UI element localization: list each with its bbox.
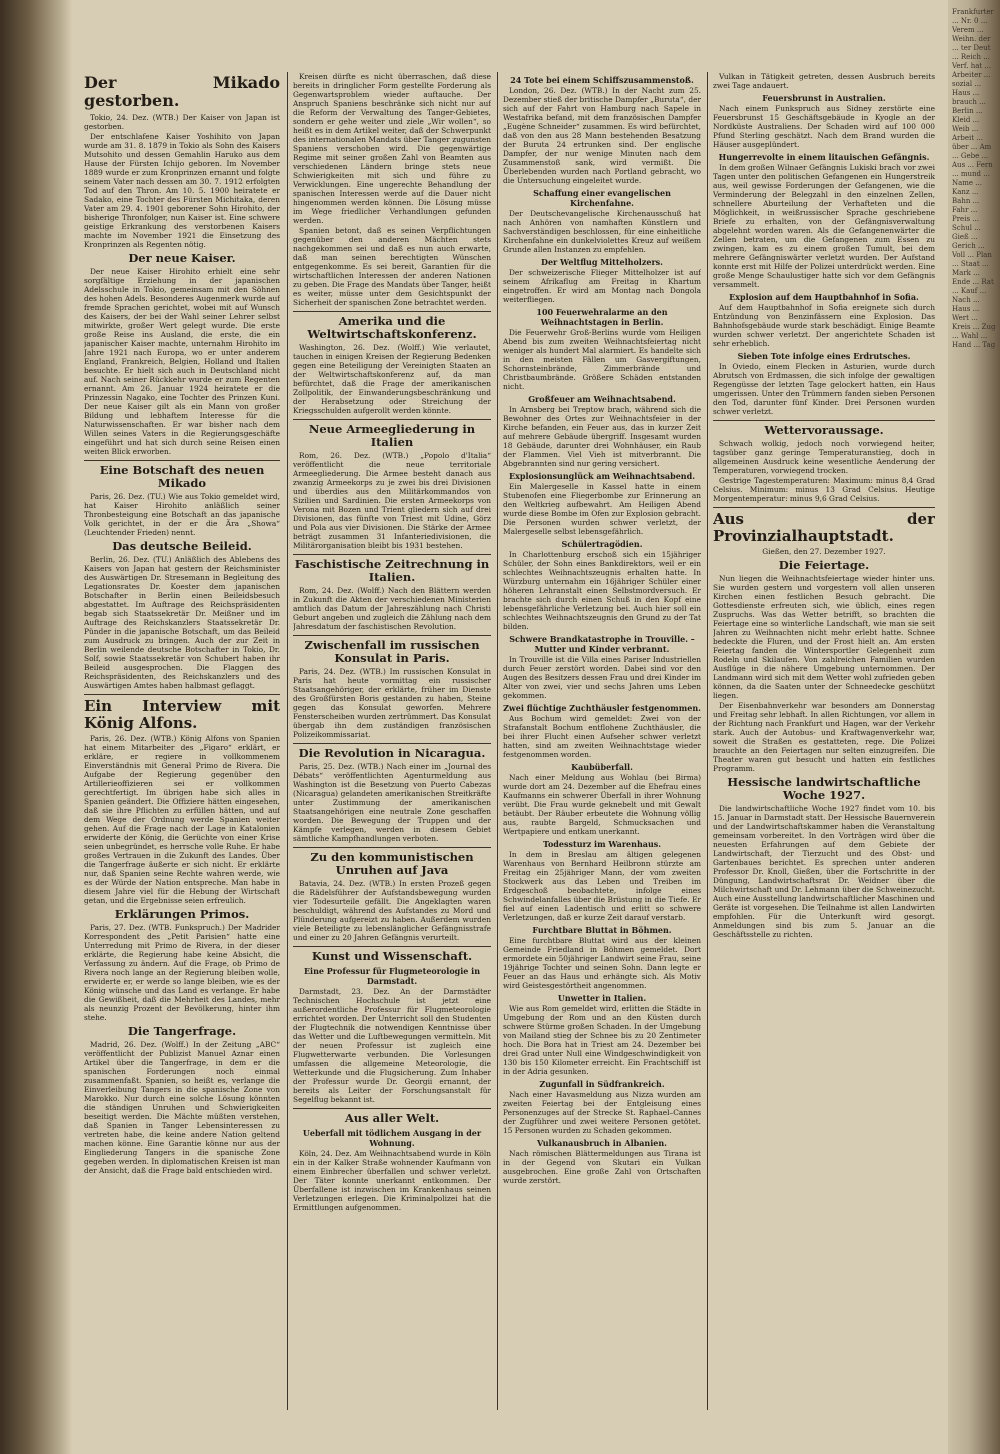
article-paragraph: Schwach wolkig, jedoch noch vorwiegend heiter, tagsüber ganz geringe Temperaturanstieg, doch in allgemeinen Ausdruck keine wesentliche Aenderung der Temperaturen, vorwiegend trocken. [713,439,935,475]
sub-heading: Ueberfall mit tödlichem Ausgang in der Wohnung. [302,1128,482,1148]
article-paragraph: In dem großen Wilnaer Gefängnis Lukiski brach vor zwei Tagen unter den politischen Gefangenen ein Hungerstreik aus, weil gewisse Forderungen der Gefangenen, wie die Verminderung der Belegzahl in den einzelnen Zellen, schnellere Aburteilung der Verhafteten und die Möglichkeit, in weißrussischer Sprache geschriebene Briefe zu erhalten, von der Gefängnisverwaltung abgelehnt worden waren. Als die Gefangenenwärter die Zellen betraten, um die Gefangenen zum Essen zu zwingen, kam es zu einem großen Tumult, bei dem mehrere Gefängniswärter verletzt wurden. Der Aufstand konnte erst mit Hilfe der Polizei unterdrückt werden. Eine große Menge Schaulustiger hatte sich vor dem Gefängnis versammelt. [713,163,935,289]
column-rule [287,72,288,1410]
sub-heading: Schaffung einer evangelischen Kirchenfahne. [533,188,671,208]
sub-heading: Explosion auf dem Hauptbahnhof in Sofia. [729,292,919,302]
section-divider [713,420,935,421]
section-divider [293,419,491,420]
column-2 [293,72,491,1414]
sub-heading: Todessturz im Warenhaus. [542,839,662,849]
sub-heading: 24 Tote bei einem Schiffszusammenstoß. [510,75,694,85]
section-divider [293,847,491,848]
column-rule [497,72,498,1410]
page-binding-shadow [0,0,72,1454]
sub-heading: Zugunfall in Südfrankreich. [539,1079,665,1089]
article-paragraph: Kreisen dürfte es nicht überraschen, daß diese bereits in dringlicher Form gestellte Forderung als Gegenwartsproblem wieder auftauche. Der Anspruch Spaniens beschränke sich nicht nur auf die Reform der Verwaltung des Tanger-Gebietes, sondern er gehe weiter und ziele „Wir wollen“, so heißt es in dem Artikel weiter, daß der Schwerpunkt des internationalen Mandats über Tanger zugunsten Spaniens verschoben wird. Die gegenwärtige Regime mit seiner großen Zahl von Beamten aus verschiedenen Ländern bringe stets neue Schwierigkeiten mit sich und führe zu Verwicklungen. Eine ungerechte Behandlung der spanischen Interessen werde auf die Dauer nicht hingenommen werden können. Die Lösung müsse im Wege friedlicher Verhandlungen gefunden werden. [293,72,491,225]
section-divider [293,743,491,744]
section-heading: Ein Interview mit König Alfons. [84,697,280,732]
article-paragraph: Spanien betont, daß es seinen Verpflichtungen gegenüber den anderen Mächten stets nachgekommen sei und daß es nun auch erwarte, daß man seinen berechtigten Wünschen entgegenkomme. Es sei bereit, Garantien für die wirtschaftlichen Interessen der anderen Nationen zu geben. Die Frage des Mandats über Tanger, heißt es weiter, müsse unter dem Gesichtspunkt der Sicherheit der spanischen Zone betrachtet werden. [293,226,491,307]
article-paragraph: Die landwirtschaftliche Woche 1927 findet vom 10. bis 15. Januar in Darmstadt statt. Der Hessische Bauernverein und der Landwirtschaftskammer haben die Veranstaltung gemeinsam vorbereitet. In den Vorträgen wird über die neuesten Erfahrungen auf dem Gebiete der Landwirtschaft, der Tierzucht und des Obst- und Gartenbaues berichtet. Es sprechen unter anderen Professor Dr. Knoll, Gießen, über die Fortschritte in der Düngung, Landwirtschaftsrat Dr. Weidner über die Milchwirtschaft und Dr. Lehmann über die Schweinezucht. Auch eine Ausstellung landwirtschaftlicher Maschinen und Geräte ist vorgesehen. Die Teilnahme ist allen Landwirten empfohlen. Für die Unterkunft wird gesorgt. Anmeldungen sind bis zum 5. Januar an die Geschäftsstelle zu richten. [713,804,935,939]
article-paragraph: Der schweizerische Flieger Mittelholzer ist auf seinem Afrikaflug am Freitag in Khartum eingetroffen. Er wird am Montag nach Dongola weiterfliegen. [503,268,701,304]
article-heading: Die Tangerfrage. [127,1024,237,1038]
article-heading: Das deutsche Beileid. [112,539,252,553]
article-paragraph: Nach einer Havasmeldung aus Nizza wurden am zweiten Feiertag bei der Entgleisung eines Personenzuges auf der Strecke St. Raphael–Cannes der Zugführer und zwei weitere Personen getötet. 15 Personen wurden zu Schaden gekommen. [503,1090,701,1135]
article-paragraph: Nun liegen die Weihnachtsfeiertage wieder hinter uns. Sie wurden gestern und vorgestern voll allen unseren Kirchen einen festlichen Besuch gebracht. Die Gottesdienste erfreuten sich, wie üblich, eines regen Zuspruchs. Was das Wetter betrifft, so brachten die Feiertage eine so winterliche Landschaft, wie man sie seit Jahren zu Weihnachten nicht mehr erlebt hatte. Schnee bedeckte die Fluren, und der Frost hielt an. Am ersten Feiertag fanden die Wintersportler Gelegenheit zum Rodeln und Skilaufen. Von zahlreichen Familien wurden Ausflüge in die nähere Umgebung unternommen. Der Landmann wird sich mit dem Wetter wohl zufrieden geben können, da die Saaten unter der Schneedecke geschützt liegen. [713,574,935,700]
article-paragraph: Berlin, 26. Dez. (TU.) Anläßlich des Ablebens des Kaisers von Japan hat gestern der Reichsminister des Auswärtigen Dr. Stresemann in Begleitung des Legationsrates Dr. Koester dem japanischen Botschafter in Berlin einen Beileidsbesuch abgestattet. Im Auftrage des Reichspräsidenten begab sich Staatssekretär Dr. Meißner und im Auftrage des Reichskanzlers Staatssekretär Dr. Pünder in die japanische Botschaft, um das Beileid zum Ausdruck zu bringen. Auch der zur Zeit in Berlin weilende deutsche Botschafter in Tokio, Dr. Solf, sowie Staatssekretär von Schubert haben ihr Beileid ausgesprochen. Die Flaggen des Reichspräsidenten, des Reichskanzlers und des Auswärtigen Amtes haben halbmast geflaggt. [84,555,280,690]
article-paragraph: In Trouville ist die Villa eines Pariser Industriellen durch Feuer zerstört worden. Dabei sind vor den Augen des Besitzers dessen Frau und drei Kinder im Alter von zwei, vier und sechs Jahren ums Leben gekommen. [503,655,701,700]
article-heading: Zwischenfall im russischen Konsulat in Paris. [304,638,480,665]
sub-heading: Kaubüberfall. [571,762,633,772]
article-paragraph: Paris, 26. Dez. (TU.) Wie aus Tokio gemeldet wird, hat Kaiser Hirohito anläßlich seiner Thronbesteigung eine Botschaft an das japanische Volk gerichtet, in der er die Ära „Showa“ (Leuchtender Frieden) nennt. [84,492,280,537]
article-paragraph: Wie aus Rom gemeldet wird, erlitten die Städte in Umgebung der Rom und an den Küsten durch schwere Stürme großen Schaden. In der Umgebung von Mailand stieg der Schnee bis zu 20 Zentimeter hoch. Die Bora hat in Triest am 24. Dezember bei drei Grad unter Null eine Windgeschwindigkeit von 130 bis 150 Kilometer erreicht. Ein Frachtschiff ist in der Adria gesunken. [503,1004,701,1076]
article-paragraph: Batavia, 24. Dez. (WTB.) In ersten Prozeß gegen die Rädelsführer der Aufstandsbewegung wurden vier Todesurteile gefällt. Die Angeklagten waren beschuldigt, während des Aufstandes zu Mord und Plünderung aufgereizt zu haben. Außerdem wurden viele Beteiligte zu lebenslänglicher Gefängnisstrafe und einer zu 20 Jahren Gefängnis verurteilt. [293,879,491,942]
section-divider [293,554,491,555]
article-paragraph: Auf dem Hauptbahnhof in Sofia ereignete sich durch Entzündung von Benzinfässern eine Explosion. Das Bahnhofsgebäude wurde stark beschädigt. Einige Beamte wurden schwer verletzt. Der angerichtete Schaden ist sehr erheblich. [713,303,935,348]
article-heading: Die Revolution in Nicaragua. [298,746,486,760]
article-heading: Amerika und die Weltwirtschaftskonferenz. [307,314,477,341]
article-paragraph: Madrid, 26. Dez. (Wolff.) In der Zeitung „ABC“ veröffentlicht der Publizist Manuel Aznar einen Artikel über die Tangerfrage, in dem er die spanischen Forderungen noch einmal zusammenfaßt. Spanien, so heißt es, verlange die Einverleibung Tangers in die spanische Zone von Marokko. Nur durch eine solche Lösung könnten die ständigen Unruhen und Schwierigkeiten beseitigt werden. Die Mächte müßten verstehen, daß Spanien in Tanger Lebensinteressen zu vertreten habe, die keine andere Nation geltend machen könne. Eine Garantie könne nur aus der Eingliederung Tangers in die spanische Zone gegeben werden. In diplomatischen Kreisen ist man der Ansicht, daß die Frage bald entschieden wird. [84,1040,280,1175]
article-paragraph: Köln, 24. Dez. Am Weihnachtsabend wurde in Köln ein in der Kalker Straße wohnender Kaufmann von einem Einbrecher überfallen und schwer verletzt. Der Täter konnte unerkannt entkommen. Der Überfallene ist inzwischen im Krankenhaus seinen Verletzungen erlegen. Die Kriminalpolizei hat die Ermittlungen aufgenommen. [293,1149,491,1212]
sub-heading: Explosionsunglück am Weihnachtsabend. [509,471,695,481]
article-paragraph: Der Deutschevangelische Kirchenausschuß hat nach Anhören von namhaften Künstlern und Sachverständigen beschlossen, für eine einheitliche Kirchenfahne ein dunkelviolettes Kreuz auf weißem Grunde allen Instanzen zu empfehlen. [503,209,701,254]
article-paragraph: In Oviedo, einem Flecken in Asturien, wurde durch Abrutsch von Erdmassen, die sich infolge der gewaltigen Regengüsse der letzten Tage gelockert hatten, ein Haus umgerissen. Unter den Trümmern fanden sieben Personen den Tod, darunter fünf Kinder. Drei Personen wurden schwer verletzt. [713,362,935,416]
article-paragraph: Der neue Kaiser Hirohito erhielt eine sehr sorgfältige Erziehung in der japanischen Adelsschule in Tokio, gemeinsam mit den Söhnen des hohen Adels. Besonderes Augenmerk wurde auf fremde Sprachen gerichtet, wobei mit auf Wunsch des Kaisers, der bei der Wahl seiner Lehrer selbst mitwirkte, großer Wert gelegt wurde. Die erste große Reise ins Ausland, die erste, die ein japanischer Kaiser machte, unternahm Hirohito im Jahre 1921 nach Europa, wo er unter anderem England, Frankreich, Belgien, Holland und Italien besuchte. Er hielt sich auch in Deutschland nicht auf. Nach seiner Rückkehr wurde er zum Regenten ernannt. Am 26. Januar 1924 heiratete er die Prinzessin Nagako, eine Tochter des Prinzen Kuni. Der neue Kaiser gilt als ein Mann von großer Bildung und lebhaftem Interesse für die Naturwissenschaften. Er war bisher nach dem Willen seines Vaters in die Regierungsgeschäfte eingeführt und hat sich durch seine Reisen einen weiten Blick erworben. [84,267,280,456]
sub-heading: Vulkanausbruch in Albanien. [537,1138,667,1148]
article-heading: Wettervoraussage. [764,423,884,437]
sub-heading: Zwei flüchtige Zuchthäusler festgenommen. [503,703,701,713]
article-paragraph: Nach römischen Blättermeldungen aus Tirana ist in der Gegend von Skutari ein Vulkan ausgebrochen. Eine große Zahl von Ortschaften wurde zerstört. [503,1149,701,1185]
article-paragraph: Ein Malergeselle in Kassel hatte in einem Stubenofen eine Fliegerbombe zur Erinnerung an den Weltkrieg aufbewahrt. Am Heiligen Abend wurde diese Bombe im Ofen zur Explosion gebracht. Die Personen wurden schwer verletzt, der Malergeselle selbst lebensgefährlich. [503,482,701,536]
article-heading: Zu den kommunistischen Unruhen auf Java [310,850,474,877]
article-heading: Eine Botschaft des neuen Mikado [99,463,265,490]
sub-heading: Schwere Brandkatastrophe in Trouville. – Mutter und Kinder verbrannt. [509,634,695,654]
article-paragraph: Paris, 25. Dez. (WTB.) Nach einer im „Journal des Débats“ veröffentlichten Agenturmeldung aus Washington ist die Besetzung von Puerto Cabezas (Nicaragua) gelandeten amerikanischen Streitkräfte unter Zustimmung der amerikanischen Staatsangehörigen eine neutrale Zone geschaffen worden. Die Bewegung der Truppen und der Kämpfe verlegen, werden in diesem Gebiet sämtliche Kampfhandlungen verboten. [293,762,491,843]
article-paragraph: Der entschlafene Kaiser Yoshihito von Japan wurde am 31. 8. 1879 in Tokio als Sohn des Kaisers Mutsohito und dessen Gemahlin Haruko aus dem Hause der Fürsten Ichijo geboren. Im November 1889 wurde er zum Kronprinzen ernannt und folgte seinem Vater nach dessen am 30. 7. 1912 erfolgten Tod auf den Thron. Am 10. 5. 1900 heiratete er Sadako, eine Tochter des Fürsten Michitaka, deren Vater am 29. 4. 1901 geborener Sohn Hirohito, der bisherige Thronfolger, nun Kaiser ist. Eine schwere geistige Erkrankung des verstorbenen Kaisers machte im November 1921 die Einsetzung des Kronprinzen als Regenten nötig. [84,132,280,249]
article-paragraph: Paris, 24. Dez. (WTB.) Im russischen Konsulat in Paris hat heute vormittag ein russischer Staatsangehöriger, der erklärte, früher im Dienste des Großfürsten Boris gestanden zu haben, Steine gegen das Konsulat geworfen. Mehrere Fensterscheiben wurden zertrümmert. Das Konsulat übergab ihn dem zuständigen französischen Polizeikommissariat. [293,667,491,739]
sub-heading: Großfeuer am Weihnachtsabend. [528,394,676,404]
article-paragraph: Vulkan in Tätigkeit getreten, dessen Ausbruch bereits zwei Tage andauert. [713,72,935,90]
section-divider [293,635,491,636]
article-paragraph: Darmstadt, 23. Dez. An der Darmstädter Technischen Hochschule ist jetzt eine außerordentliche Professur für Flugmeteorologie errichtet worden. Der Unterricht soll den Studenten der Flugtechnik die notwendigen Kenntnisse über das Wetter und die Luftbewegungen vermitteln. Mit der neuen Professur ist zugleich eine Flugwetterwarte verbunden. Die Vorlesungen umfassen die allgemeine Meteorologie, die Wetterkunde und die Flugsicherung. Zum Inhaber der Professur wurde Dr. Georgii ernannt, der bereits als Leiter der Forschungsanstalt für Segelflug bekannt ist. [293,987,491,1104]
article-paragraph: Rom, 24. Dez. (Wolff.) Nach den Blättern werden in Zukunft die Akten der verschiedenen Ministerien amtlich das Datum der Jahreszählung nach Christi Geburt angeben und zugleich die Zählung nach dem Jahresdatum der faschistischen Revolution. [293,586,491,631]
adjacent-page-text: Frankfurter ... Nr. 0 ... Verem ... Weihn. der ... ter Deut ... Reich ... Verf. hat ... Arbeiter ... sozial ... Haus ... brauch ... Berlin ... Kleid ... Weib ... Arbeit ... über ... Am ... Gebe ... Aus ... Fern ... mund ... Name ... Kanz ... Bahn ... Fahr ... Preis ... Schul ... Gieß ... Gerich ... Voll ... Plan ... Staat ... Mark ... Ende ... Rat ... Kauf ... Nach ... Haus ... Wert ... Kreis ... Zug ... Wahl ... Hand ... Tag [952,8,996,349]
article-paragraph: Der Eisenbahnverkehr war besonders am Donnerstag und Freitag sehr lebhaft. In allen Richtungen, vor allem in der Richtung nach Frankfurt und Hagen, war der Verkehr stark. Auch der Autobus- und Kraftwagenverkehr war, soweit die Straßen es gestatteten, rege. Die Polizei brauchte an den Feiertagen nur selten einzugreifen. Die Theater waren gut besucht und hatten ein festliches Programm. [713,701,935,773]
column-rule [707,72,708,1410]
article-heading: Der neue Kaiser. [128,251,236,265]
dateline: Gießen, den 27. Dezember 1927. [762,547,886,556]
sub-heading: Hungerrevolte in einem litauischen Gefängnis. [718,152,930,162]
article-heading: Faschistische Zeitrechnung in Italien. [294,557,490,584]
article-heading: Neue Armeegliederung in Italien [308,422,476,449]
article-paragraph: In dem in Breslau am ältigen gelegenen Warenhaus von Bernhard Heilbronn stürzte am Freitag ein 25jähriger Mann, der vom zweiten Stockwerk aus das Leben und Treiben im Erdgeschoß beobachtete, infolge eines Schwindelanfalles über die Brüstung in die Tiefe. Er fiel auf einen Ladentisch und erlitt so schwere Verletzungen, daß er kurze Zeit darauf verstarb. [503,850,701,922]
section-divider [713,507,935,508]
article-paragraph: Die Feuerwehr Groß-Berlins wurde vom Heiligen Abend bis zum zweiten Weihnachtsfeiertag nicht weniger als hundert Mal alarmiert. Es handelte sich in den meisten Fällen um Gasvergiftungen, Schornsteinbrände, Zimmerbrände und Christbaumbrände. Größere Schäden entstanden nicht. [503,328,701,391]
sub-heading: Unwetter in Italien. [557,993,647,1003]
section-heading: Aus der Provinzialhauptstadt. [713,510,935,545]
article-paragraph: In Arnsberg bei Treptow brach, während sich die Bewohner des Ortes zur Weihnachtsfeier in der Kirche befanden, ein Feuer aus, das in kurzer Zeit auf mehrere Gebäude übergriff. Insgesamt wurden 18 Gebäude, darunter drei Wohnhäuser, ein Raub der Flammen. Viel Vieh ist mitverbrannt. Die Abgebrannten sind nur gering versichert. [503,405,701,468]
sub-heading: Schülertragödien. [561,539,643,549]
section-divider [84,460,280,461]
section-divider [293,1108,491,1109]
article-paragraph: Paris, 27. Dez. (WTB. Funkspruch.) Der Madrider Korrespondent des „Petit Parisien“ hatte eine Unterredung mit Primo de Rivera, in der dieser erklärte, die Regierung habe keine Absicht, die Verfassung zu ändern. Auf die Frage, ob Primo de Rivera noch lange an der Regierung bleiben wolle, erwiderte er, er werde so lange bleiben, wie es der König wünsche und das Land es verlange. Er habe die Gewißheit, daß die Mehrheit des Landes, mehr als neunzig Prozent der Bevölkerung, hinter ihm stehe. [84,923,280,1022]
sub-heading: 100 Feuerwehralarme an den Weihnachtstagen in Berlin. [536,307,668,327]
article-paragraph: Paris, 26. Dez. (WTB.) König Alfons von Spanien hat einem Mitarbeiter des „Figaro“ erklärt, er erkläre, er regiere in vollkommenem Einverständnis mit General Primo de Rivera. Die Aufgabe der Regierung gegenüber den Artillerieoffizieren sei er vollkommen gerechtfertigt. Im übrigen habe sich alles in Spanien geändert. Die Offiziere hätten eingesehen, daß sie ihre Pflichten zu erfüllen hätten, und auf dem Wege der Ordnung werde Spanien weiter gehen. Auf die Frage nach der Lage in Katalonien erwiderte der König, die Gerüchte von einer Krise seien unbegründet, es herrsche volle Ruhe. Er habe großes Vertrauen in die Zukunft des Landes. Über die Tangerfrage äußerte er sich nicht. Er erklärte nur, daß Spanien seine Rechte wahren werde, wie es der Würde der Nation entspreche. Man habe in diesem Jahre viel für die Hebung der Wirtschaft getan, und die Ergebnisse seien erfreulich. [84,734,280,905]
article-paragraph: Tokio, 24. Dez. (WTB.) Der Kaiser von Japan ist gestorben. [84,113,280,131]
article-heading: Aus aller Welt. [344,1111,440,1125]
headline: Der Mikado gestorben. [84,73,280,110]
sub-heading: Furchtbare Bluttat in Böhmen. [532,925,672,935]
article-paragraph: London, 26. Dez. (WTB.) In der Nacht zum 25. Dezember stieß der britische Dampfer „Buruta“, der sich auf der Fahrt von Hamburg nach Sapele in Westafrika befand, mit dem französischen Dampfer „Eugène Schneider“ zusammen. Es wird befürchtet, daß von den aus 28 Mann bestehenden Besatzung der Buruta 24 ertrunken sind. Der englische Dampfer, der nur wenige Minuten nach dem Zusammenstoß sank, wird vermißt. Die Überlebenden wurden nach Portland gebracht, wo die Untersuchung eingeleitet wurde. [503,86,701,185]
sub-heading: Eine Professur für Flugmeteorologie in Darmstadt. [303,966,481,986]
sub-heading: Feuersbrunst in Australien. [762,93,886,103]
column-4 [713,72,935,1414]
article-paragraph: In Charlottenburg erschoß sich ein 15jähriger Schüler, der Sohn eines Bankdirektors, weil er ein schlechtes Weihnachtszeugnis erhalten hatte. In Würzburg unternahm ein 16jähriger Schüler einer höheren Lehranstalt einen Selbstmordversuch. Er brachte sich durch einen Schuß in den Kopf eine lebensgefährliche Verletzung bei. Auch hier soll ein schlechtes Weihnachtszeugnis den Grund zu der Tat bilden. [503,550,701,631]
article-heading: Kunst und Wissenschaft. [311,949,473,963]
article-heading: Hessische landwirtschaftliche Woche 1927. [727,775,921,802]
article-paragraph: Rom, 26. Dez. (WTB.) „Popolo d'Italia“ veröffentlicht die neue territoriale Armeegliederung. Die Armee besteht danach aus zwanzig Armeekorps zu je zwei bis drei Divisionen und überdies aus den Militärkommandos von Sizilien und Sardinien. Die ersten Armeekorps von Verona mit Bozen und Trient gliedern sich auf drei Divisionen, das fünfte von Triest mit Udine, Görz und Pola aus vier Divisionen. Die Stärke der Armee beträgt zusammen 31 Infanteriedivisionen, die Militärorganisation bleibt bis 1931 bestehen. [293,451,491,550]
article-paragraph: Gestrige Tagestemperaturen: Maximum: minus 8,4 Grad Celsius. Minimum: minus 13 Grad Celsius. Heutige Morgentemperatur: minus 9,6 Grad Celsius. [713,476,935,503]
section-divider [84,694,280,695]
article-paragraph: Eine furchtbare Bluttat wird aus der kleinen Gemeinde Friedland in Böhmen gemeldet. Dort ermordete ein 50jähriger Landwirt seine Frau, seine 19jährige Tochter und seinen Sohn. Dann legte er Feuer an das Haus und erhängte sich. Als Motiv wird Geistesgestörtheit angenommen. [503,936,701,990]
section-divider [293,946,491,947]
sub-heading: Der Weltflug Mittelholzers. [541,257,663,267]
article-paragraph: Nach einem Funkspruch aus Sidney zerstörte eine Feuersbrunst 15 Geschäftsgebäude in Kyogle an der Nordküste Australiens. Der Schaden wird auf 100 000 Pfund Sterling geschätzt. Nach dem Brand wurden die Häuser ausgeplündert. [713,104,935,149]
article-heading: Erklärungen Primos. [114,907,250,921]
adjacent-page-edge [948,0,1000,1454]
column-3 [503,72,701,1414]
section-divider [293,311,491,312]
sub-heading: Sieben Tote infolge eines Erdrutsches. [737,351,911,361]
article-paragraph: Aus Bochum wird gemeldet: Zwei von der Strafanstalt Bochum entflohene Zuchthäusler, die bei ihrer Flucht einen Aufseher schwer verletzt hatten, sind am zweiten Weihnachtstage wieder festgenommen worden. [503,714,701,759]
column-1 [84,72,280,1414]
article-paragraph: Washington, 26. Dez. (Wolff.) Wie verlautet, tauchen in einigen Kreisen der Regierung Bedenken gegen eine Beteiligung der Vereinigten Staaten an der Weltwirtschaftskonferenz auf, da man befürchtet, daß die Frage der amerikanischen Zollpolitik, der Einwanderungsbeschränkung und der Herabsetzung oder Streichung der Kriegsschulden aufgerollt werden könnte. [293,343,491,415]
article-heading: Die Feiertage. [778,558,870,572]
article-paragraph: Nach einer Meldung aus Wohlau (bei Birma) wurde dort am 24. Dezember auf die Ehefrau eines Kaufmanns ein schwerer Überfall in ihrer Wohnung verübt. Die Frau wurde geknebelt und mit Gewalt betäubt. Der Räuber erbeutete die Wohnung völlig aus, raubte Bargeld, Schmucksachen und Wertpapiere und entkam unerkannt. [503,773,701,836]
